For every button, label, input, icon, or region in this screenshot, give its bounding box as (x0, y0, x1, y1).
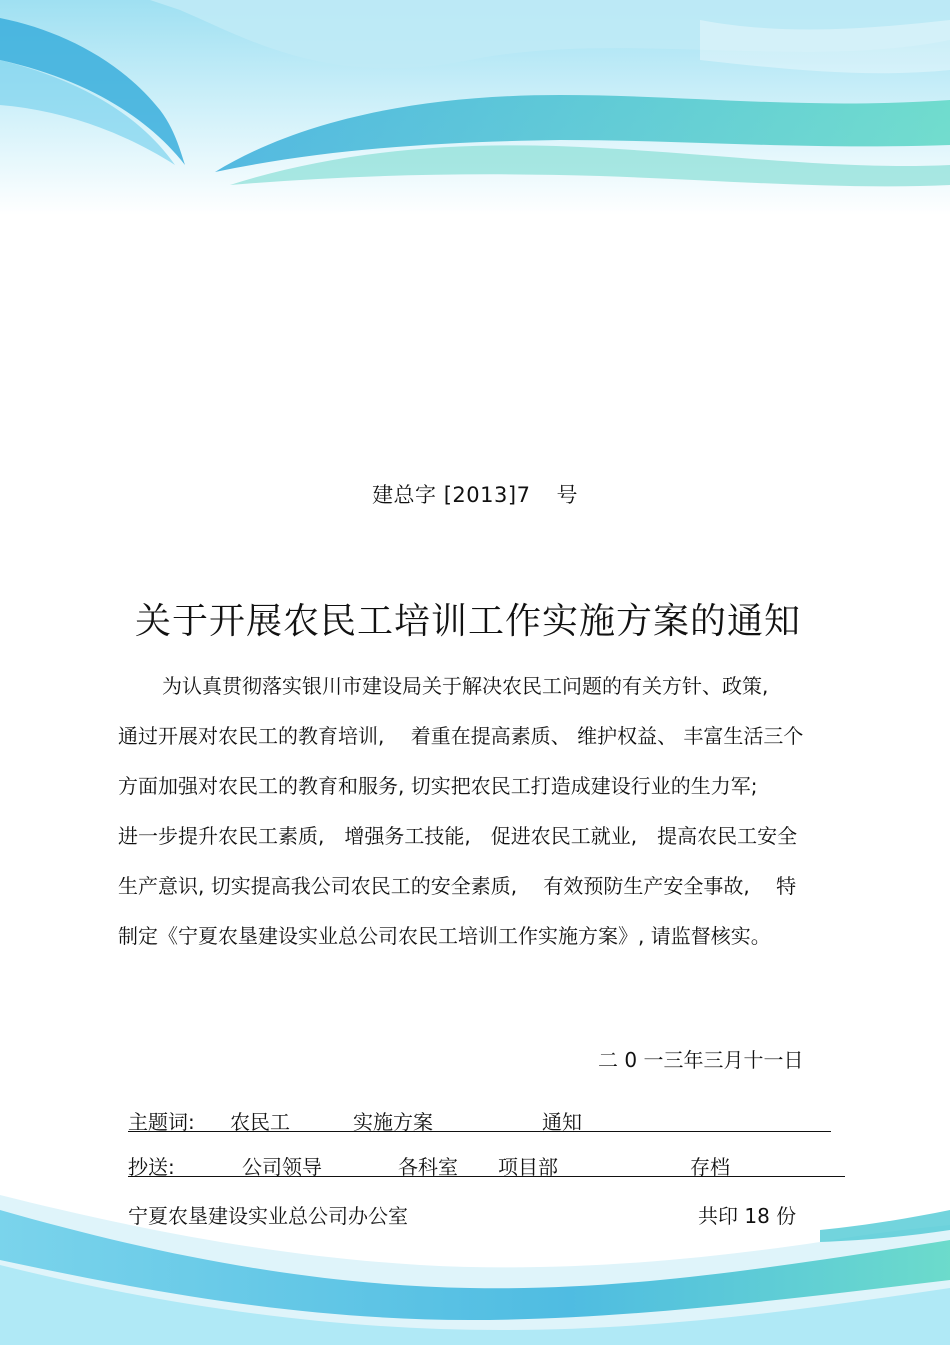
keyword-item: 农民工 (230, 1110, 290, 1134)
body-paragraph-line: 进一步提升农民工素质, 增强务工技能, 促进农民工就业, 提高农民工安全 (118, 824, 798, 848)
cc-recipient: 项目部 (498, 1155, 558, 1179)
cc-recipient: 各科室 (398, 1155, 458, 1179)
top-wave-decoration (0, 0, 950, 215)
bottom-wave-decoration (0, 1170, 950, 1345)
document-number: 建总字 [2013]7 号 (372, 483, 578, 507)
keywords-row (128, 1106, 831, 1132)
cc-recipient: 公司领导 (242, 1155, 322, 1179)
issuing-office: 宁夏农垦建设实业总公司办公室 (128, 1204, 408, 1228)
keywords-label: 主题词: (128, 1110, 195, 1134)
body-paragraph-line: 通过开展对农民工的教育培训, 着重在提高素质、 维护权益、 丰富生活三个 (118, 724, 804, 748)
cc-recipient: 存档 (690, 1155, 730, 1179)
keyword-item: 实施方案 (353, 1110, 433, 1134)
body-paragraph-line: 方面加强对农民工的教育和服务, 切实把农民工打造成建设行业的生力军; (118, 774, 758, 798)
document-title: 关于开展农民工培训工作实施方案的通知 (135, 601, 802, 642)
body-paragraph-line: 制定《宁夏农垦建设实业总公司农民工培训工作实施方案》, 请监督核实。 (118, 924, 771, 948)
copy-count: 共印 18 份 (698, 1204, 797, 1228)
body-paragraph-line: 为认真贯彻落实银川市建设局关于解决农民工问题的有关方针、政策, (162, 674, 769, 698)
keyword-item: 通知 (542, 1110, 582, 1134)
document-body (118, 661, 848, 961)
signature-date: 二 0 一三年三月十一日 (598, 1048, 804, 1072)
cc-label: 抄送: (128, 1155, 175, 1179)
body-paragraph-line: 生产意识, 切实提高我公司农民工的安全素质, 有效预防生产安全事故, 特 (118, 874, 797, 898)
